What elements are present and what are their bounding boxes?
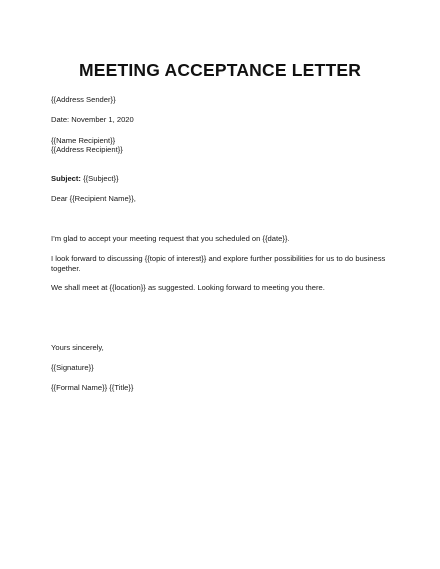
letter-title: MEETING ACCEPTANCE LETTER <box>78 60 362 80</box>
subject-value: {{Subject}} <box>80 174 119 183</box>
formal-name-title: {{Formal Name}} {{Title}} <box>51 383 134 392</box>
signature: {{Signature}} <box>51 363 94 372</box>
address-sender: {{Address Sender}} <box>51 95 116 104</box>
closing: Yours sincerely, <box>51 343 104 352</box>
paragraph-3: We shall meet at {{location}} as suggested. Looking forward to meeting you there. <box>51 283 325 292</box>
address-recipient: {{Address Recipient}} <box>51 145 123 154</box>
paragraph-2: I look forward to discussing {{topic of interest}} and explore further possibilities for us to do business together. <box>51 254 386 273</box>
letter-date: Date: November 1, 2020 <box>51 115 134 124</box>
subject-label: Subject: <box>51 174 81 183</box>
subject-line <box>51 174 119 184</box>
name-recipient: {{Name Recipient}} <box>51 136 116 145</box>
salutation: Dear {{Recipient Name}}, <box>51 194 136 203</box>
paragraph-1: I’m glad to accept your meeting request that you scheduled on {{date}}. <box>51 234 290 243</box>
